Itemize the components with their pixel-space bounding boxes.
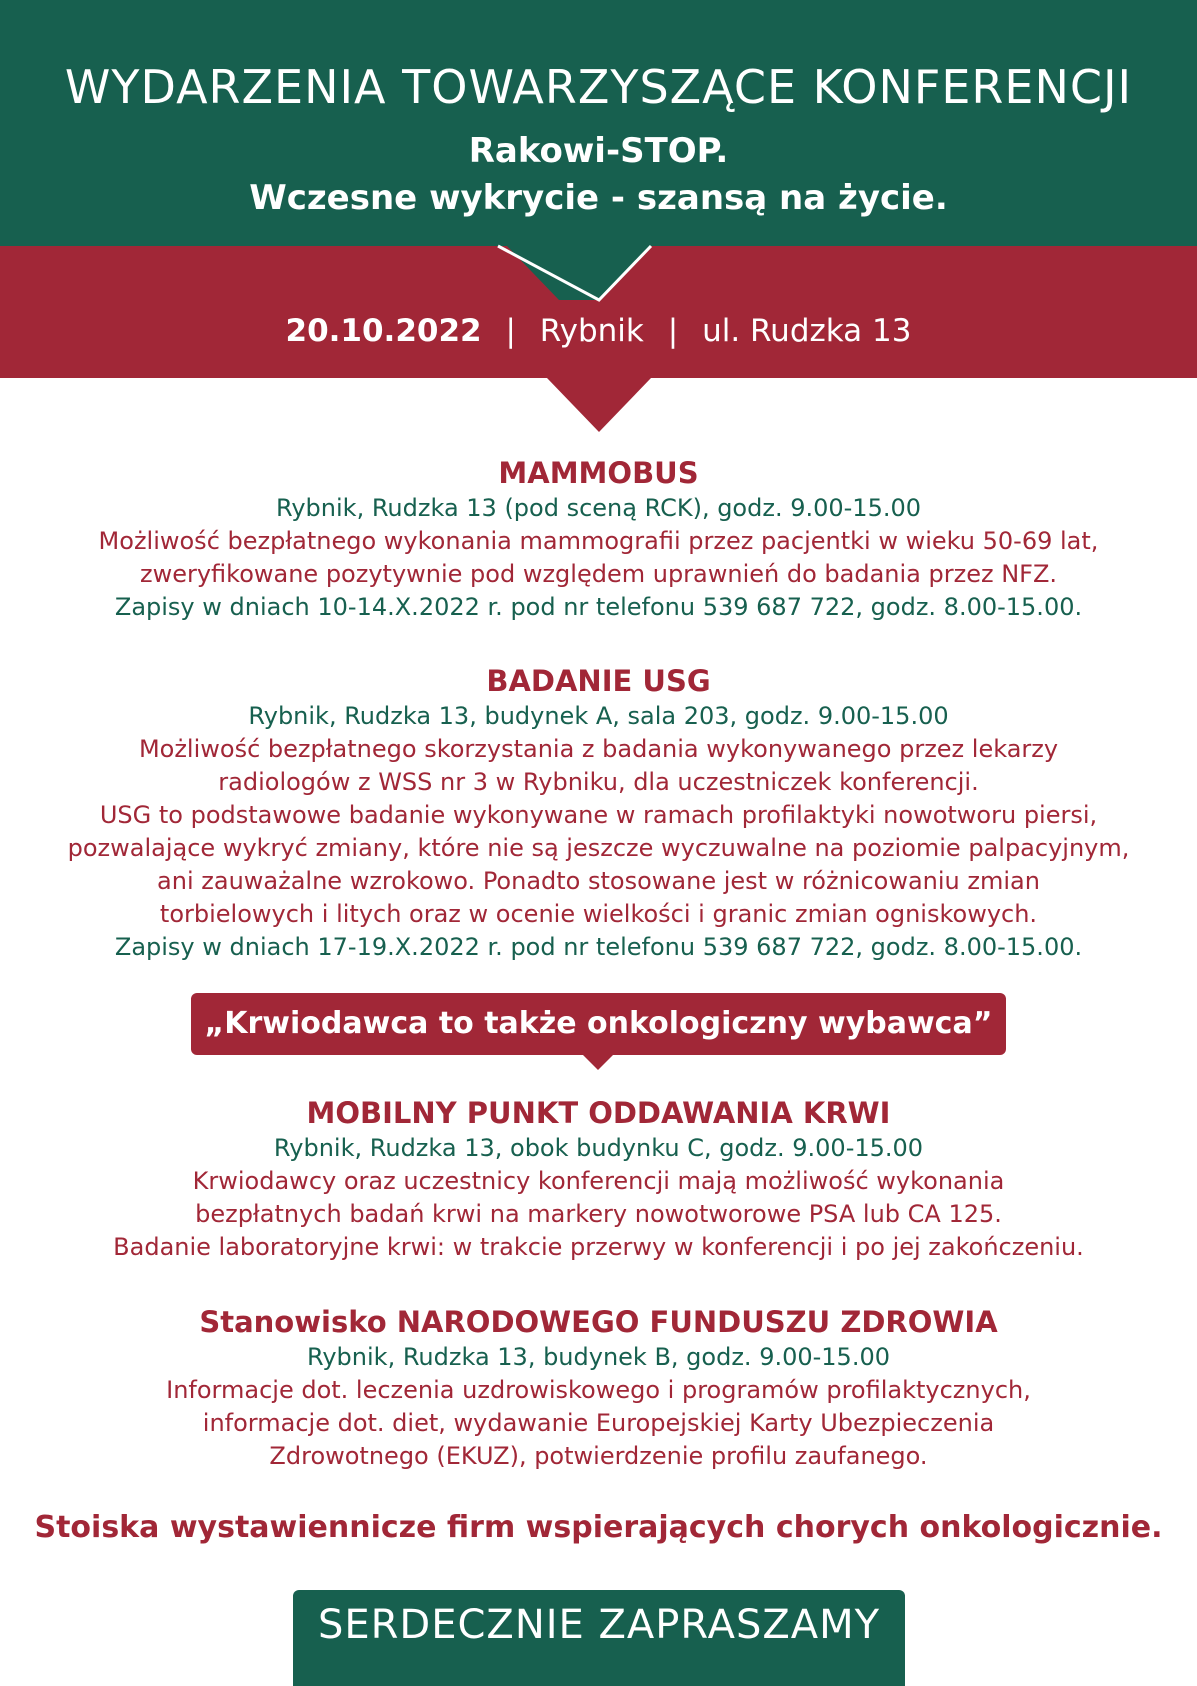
section-description: radiologów z WSS nr 3 w Rybniku, dla uczestniczek konferencji.	[218, 768, 979, 796]
event-info-line	[0, 313, 1197, 349]
separator: |	[667, 313, 679, 349]
section-description: pozwalające wykryć zmiany, które nie są jeszcze wyczuwalne na poziomie palpacyjnym,	[67, 834, 1130, 862]
section-description: informacje dot. diet, wydawanie Europejskiej Karty Ubezpieczenia	[202, 1409, 995, 1437]
slogan-arrow-icon	[582, 1054, 614, 1070]
section-location: Rybnik, Rudzka 13, obok budynku C, godz. 9.00-15.00	[273, 1134, 924, 1162]
section-description: Badanie laboratoryjne krwi: w trakcie przerwy w konferencji i po jej zakończeniu.	[113, 1233, 1084, 1261]
section-description: zweryfikowane pozytywnie pod względem uprawnień do badania przez NFZ.	[139, 560, 1058, 588]
section-nfz	[0, 1304, 1197, 1473]
section-registration: Zapisy w dniach 17-19.X.2022 r. pod nr telefonu 539 687 722, godz. 8.00-15.00.	[114, 933, 1083, 961]
conference-tagline: Wczesne wykrycie - szansą na życie.	[249, 178, 948, 218]
section-description: Możliwość bezpłatnego skorzystania z badania wykonywanego przez lekarzy	[138, 735, 1059, 763]
section-location: Rybnik, Rudzka 13 (pod sceną RCK), godz. 9.00-15.00	[275, 494, 922, 522]
section-description: Krwiodawcy oraz uczestnicy konferencji mają możliwość wykonania	[192, 1167, 1005, 1195]
section-mammobus	[0, 455, 1197, 624]
conference-name: Rakowi-STOP.	[468, 131, 729, 171]
section-title: MOBILNY PUNKT ODDAWANIA KRWI	[306, 1096, 891, 1130]
section-description: Zdrowotnego (EKUZ), potwierdzenie profilu zaufanego.	[269, 1442, 928, 1470]
event-address: ul. Rudzka 13	[702, 313, 912, 349]
section-location: Rybnik, Rudzka 13, budynek A, sala 203, godz. 9.00-15.00	[248, 702, 949, 730]
section-location: Rybnik, Rudzka 13, budynek B, godz. 9.00-15.00	[306, 1343, 890, 1371]
exhibition-stands-note: Stoiska wystawiennicze firm wspierających chorych onkologicznie.	[34, 1510, 1163, 1545]
section-description: bezpłatnych badań krwi na markery nowotworowe PSA lub CA 125.	[195, 1200, 1002, 1228]
section-description: USG to podstawowe badanie wykonywane w ramach profilaktyki nowotworu piersi,	[99, 801, 1098, 829]
section-description: ani zauważalne wzrokowo. Ponadto stosowane jest w różnicowaniu zmian	[157, 867, 1040, 895]
section-description: Możliwość bezpłatnego wykonania mammografii przez pacjentki w wieku 50-69 lat,	[98, 527, 1099, 555]
section-description: torbielowych i litych oraz w ocenie wielkości i granic zmian ogniskowych.	[159, 900, 1038, 928]
separator: |	[505, 313, 516, 349]
page-title: WYDARZENIA TOWARZYSZĄCE KONFERENCJI	[64, 60, 1133, 114]
red-arrow-shape	[547, 378, 651, 432]
invitation-banner: SERDECZNIE ZAPRASZAMY	[293, 1590, 905, 1686]
section-blood-donation	[0, 1095, 1197, 1264]
section-usg	[0, 663, 1197, 964]
slogan-banner: „Krwiodawca to także onkologiczny wybawca”	[191, 993, 1006, 1055]
event-city: Rybnik	[539, 313, 644, 349]
green-arrow-shape	[507, 246, 651, 300]
section-registration: Zapisy w dniach 10-14.X.2022 r. pod nr telefonu 539 687 722, godz. 8.00-15.00.	[114, 593, 1083, 621]
event-date: 20.10.2022	[285, 313, 482, 349]
section-title: BADANIE USG	[486, 664, 711, 698]
section-description: Informacje dot. leczenia uzdrowiskowego i programów profilaktycznych,	[166, 1376, 1031, 1404]
section-title: MAMMOBUS	[498, 456, 699, 490]
section-title: Stanowisko NARODOWEGO FUNDUSZU ZDROWIA	[199, 1305, 998, 1339]
